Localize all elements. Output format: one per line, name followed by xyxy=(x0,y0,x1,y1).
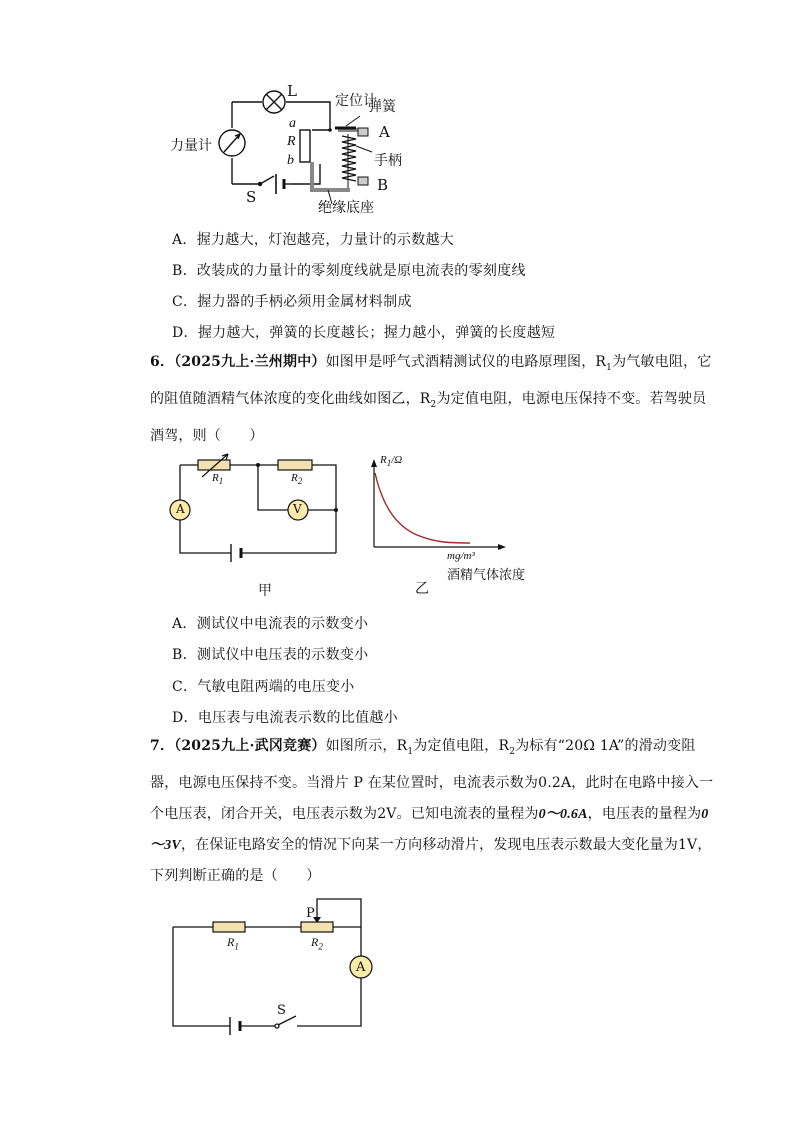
q6-number: 6． xyxy=(150,354,175,370)
q6-sub2: 2 xyxy=(430,399,437,410)
figure-q7-circuit xyxy=(165,895,375,1045)
battery-icon xyxy=(231,544,241,562)
q7-text-a: 如图所示，R xyxy=(325,738,408,754)
label-R: R xyxy=(287,134,296,149)
jia-label-r2: $R_2$ xyxy=(291,472,303,487)
q6-text-b: 为气敏电阻，它的阻值随酒精气体浓度的变化曲线如图乙，R xyxy=(150,354,712,407)
q7-text-e: ，在保证电路安全的情况下向某一方向移动滑片，发现电压表示数最大变化量为1V，下列判断正确的是（ ） xyxy=(150,836,712,884)
q7-range1: 0～0.6A xyxy=(538,806,588,822)
q5-option-c[interactable]: C．握力器的手柄必须用金属材料制成 xyxy=(172,294,412,310)
q6-sub1: 1 xyxy=(606,362,613,373)
q7-text-d: ，电压表的量程为 xyxy=(587,805,702,822)
battery-icon xyxy=(230,1017,240,1035)
label-B: B xyxy=(377,176,389,194)
lamp-icon xyxy=(263,91,285,113)
jia-label-r1: $R_1$ xyxy=(212,472,224,487)
q7-label-r2: $R_2$ xyxy=(311,935,323,952)
label-base: 绝缘底座 xyxy=(318,200,374,216)
q6-text-c: 为定值电阻，电源电压保持不变。若驾驶员酒驾，则（ ） xyxy=(150,390,707,444)
yi-ylabel: $R_1/\Omega$ xyxy=(380,454,403,469)
yi-xlabel: mg/m³ xyxy=(447,550,475,562)
label-L: L xyxy=(287,82,297,100)
q5-option-d[interactable]: D．握力越大，弹簧的长度越长；握力越小，弹簧的长度越短 xyxy=(172,325,556,341)
jia-label-v: V xyxy=(293,502,302,516)
caption-jia: 甲 xyxy=(258,583,272,599)
q5-option-b[interactable]: B．改装成的力量计的零刻度线就是原电流表的零刻度线 xyxy=(172,263,526,279)
q7-range2: 0～3V xyxy=(150,806,709,853)
q7-text-b: 为定值电阻，R xyxy=(413,738,510,754)
q6-option-a[interactable]: A．测试仪中电流表的示数变小 xyxy=(172,616,369,632)
q6-option-b[interactable]: B．测试仪中电压表的示数变小 xyxy=(172,647,369,663)
label-force-meter: 力量计 xyxy=(170,138,212,154)
rheostat-r2-icon xyxy=(301,922,333,932)
force-meter-icon xyxy=(219,130,245,156)
q7-text-c: 为标有“20Ω 1A”的滑动变阻器，电源电压保持不变。当滑片 P 在某位置时，电流表示数为0.2A，此时在电路中接入一个电压表，闭合开关，电压表示数为2V。已知电流表的量程为 xyxy=(150,738,714,822)
yi-xcaption: 酒精气体浓度 xyxy=(447,568,526,583)
q6-text-a: 如图甲是呼气式酒精测试仪的电路原理图，R xyxy=(325,354,607,370)
label-b: b xyxy=(287,153,294,168)
q6-stem xyxy=(150,347,720,452)
sensitivity-curve xyxy=(375,473,470,543)
q6-option-d[interactable]: D．电压表与电流表示数的比值越小 xyxy=(172,710,399,726)
caption-yi: 乙 xyxy=(415,581,429,597)
label-locator: 定位计 xyxy=(335,93,377,109)
switch-icon xyxy=(259,176,275,186)
label-a: a xyxy=(289,116,296,131)
q7-label-s: S xyxy=(277,1003,286,1018)
q6-source: （2025九上·兰州期中） xyxy=(174,354,326,370)
label-S: S xyxy=(246,188,257,206)
figure-yi-graph xyxy=(362,455,512,555)
q5-option-a[interactable]: A．握力越大，灯泡越亮，力量计的示数越大 xyxy=(172,232,455,248)
label-handle: 手柄 xyxy=(374,153,402,169)
jia-label-a: A xyxy=(176,502,185,516)
q7-label-p: P xyxy=(306,906,315,921)
q7-sub1: 1 xyxy=(407,746,414,757)
q7-label-r1: $R_1$ xyxy=(227,935,239,952)
q7-sub2: 2 xyxy=(509,746,516,757)
q6-option-c[interactable]: C．气敏电阻两端的电压变小 xyxy=(172,679,355,695)
q7-label-a: A xyxy=(356,960,366,975)
resistor-r1-icon xyxy=(198,460,230,470)
resistor-r2-icon xyxy=(278,460,312,470)
figure-jia-circuit xyxy=(160,450,350,575)
q7-source: （2025九上·武冈竞赛） xyxy=(174,738,326,754)
q7-stem xyxy=(150,731,720,892)
resistor-r1-icon xyxy=(213,922,245,932)
battery-icon xyxy=(276,174,292,194)
label-spring: 弹簧 xyxy=(368,99,396,115)
spring-icon xyxy=(342,136,356,181)
label-A: A xyxy=(379,123,390,141)
q7-number: 7． xyxy=(150,738,175,754)
